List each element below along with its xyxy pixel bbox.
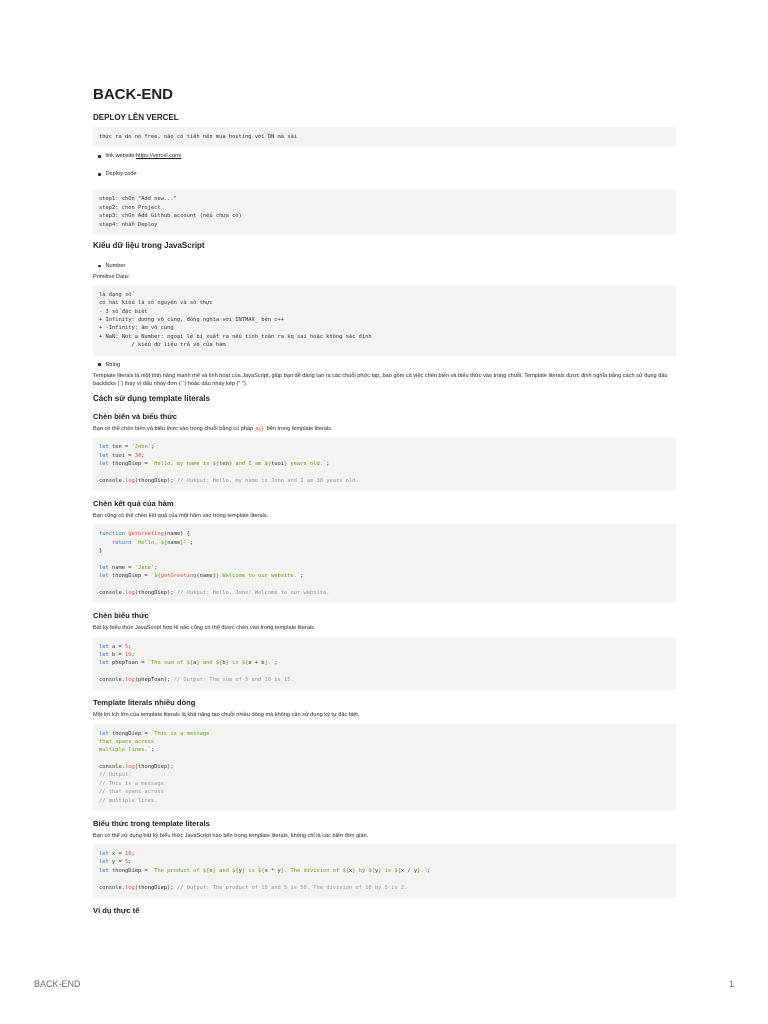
- link-label: link website:: [105, 153, 136, 160]
- deploy-heading: DEPLOY LÊN VERCEL: [93, 113, 179, 122]
- types-heading: Kiểu dữ liệu trong JavaScript: [93, 240, 205, 250]
- section-insert-variables-desc: Bạn có thể chèn biến và biểu thức vào trong chuỗi bằng cú pháp ${} bên trong template literals.: [93, 425, 333, 432]
- bullet-dot: [98, 363, 101, 366]
- footer-title: BACK-END: [34, 979, 81, 989]
- deploy-note-block: thực ra do nó free, nào có tiền nên mua hosting với DN mà sài: [93, 127, 676, 147]
- link-bullet: [93, 153, 676, 159]
- code-block-5: let x = 10; let y = 5; let thongDiep = `The product of ${x} and ${y} is ${x * y}. The division of ${x} by ${y} is ${x / y}.`; console.log(thongDiep); // Output: The product of 10 and 5 is 50. The division of 10 by 5 is 2.: [93, 844, 676, 898]
- section-insert-expression: Chèn biểu thức: [93, 611, 149, 621]
- page-number: 1: [728, 979, 734, 989]
- code-block-4: let thongDiep = `This is a message that spans across multiple lines.`; console.log(thongDiep); // Output: // This is a message // that spans across // multiple lines.: [93, 724, 676, 811]
- number-bullet: [93, 263, 676, 269]
- section-insert-function-desc: Bạn cũng có thể chèn kết quả của một hàm vào trong template literals.: [93, 513, 269, 520]
- deploy-code-label: Deploy code: [105, 171, 137, 178]
- deploy-steps-block: step1: chOn "Add new..." step2: chon Project step3: chOn Add Github account (nếu chưa có) step4: nhẫn Deploy: [93, 189, 676, 235]
- bullet-dot: [98, 173, 101, 176]
- code-block-2: function getGreeting(name) { return `Hello, ${name}!`; } let name = 'Jane'; let thongDiep = `${getGreeting(name)} Welcome to our website.`; console.log(thongDiep); // Output: Hello, Jane! Welcome to our website.: [93, 524, 676, 603]
- page-title: BACK-END: [93, 86, 173, 103]
- section-insert-expression-desc: Bất kỳ biểu thức JavaScript hợp lệ nào cũng có thể được chèn vào trong template literals.: [93, 625, 316, 632]
- vercel-link[interactable]: https://vercel.com/: [135, 153, 182, 160]
- code-block-1: let ten = 'John'; let tuoi = 30; let thongDiep = `Hello, my name is ${ten} and I am ${tuoi} years old.`; console.log(thongDiep); // Output: Hello, my name is John and I am 30 years old.: [93, 437, 676, 491]
- section-real-example: Ví dụ thực tế: [93, 905, 140, 915]
- section-insert-function: Chèn kết quả của hàm: [93, 499, 174, 509]
- section-expressions: Biểu thức trong template literals: [93, 818, 210, 828]
- string-bullet: [93, 362, 676, 368]
- inline-code: ${}: [255, 426, 265, 432]
- section-multiline-desc: Một lợi ích lớn của template literals là khả năng tạo chuỗi nhiều dòng mà không cần sử dụng ký tự đặc biệt.: [93, 712, 360, 719]
- document-page: [93, 86, 676, 919]
- section-multiline: Template literals nhiều dòng: [93, 698, 196, 708]
- number-block: là dạng số có hai kiểu là số nguyên và số thực - 3 số đặc biệt + Infinity: dương vô cùng, đồng nghĩa với INTMAX_ bên c++ + -Infinity: âm vô cùng + NaN: Not a Number: ngoại lệ bị xuất ra nếu tính toán ra kq sai hoặc không xác định / kiểu dữ liệu trả về của hàm: [93, 285, 676, 356]
- string-label: String: [105, 361, 121, 368]
- string-description: Template literals là một tính năng mạnh mẽ và linh hoạt của JavaScript, giúp bạn dễ dàng tạo ra các chuỗi phức tạp, bao gồm cả việc chèn biến và biểu thức vào trong chuỗi. Template literals được định nghĩa bằng cách sử dụng dấu backticks (`) thay vì dấu nháy đơn (' ') hoặc dấu nháy kép (" ").: [93, 372, 668, 387]
- bullet-dot: [98, 265, 101, 268]
- deploy-code-bullet: [93, 171, 676, 177]
- bullet-dot: [98, 155, 101, 158]
- code-block-3: let a = 5; let b = 10; let phepToan = `The sum of ${a} and ${b} is ${a + b}.`; console.log(phepToan); // Output: The sum of 5 and 10 is 15.: [93, 637, 676, 691]
- usage-heading: Cách sử dụng template literals: [93, 393, 210, 403]
- section-expressions-desc: Bạn có thể sử dụng bất kỳ biểu thức JavaScript nào bên trong template literals, không chỉ là các biến đơn giản.: [93, 832, 369, 839]
- section-insert-variables: Chèn biến và biểu thức: [93, 411, 177, 421]
- number-label: Number: [105, 262, 126, 269]
- primitive-label: Primitive Data:: [93, 273, 130, 280]
